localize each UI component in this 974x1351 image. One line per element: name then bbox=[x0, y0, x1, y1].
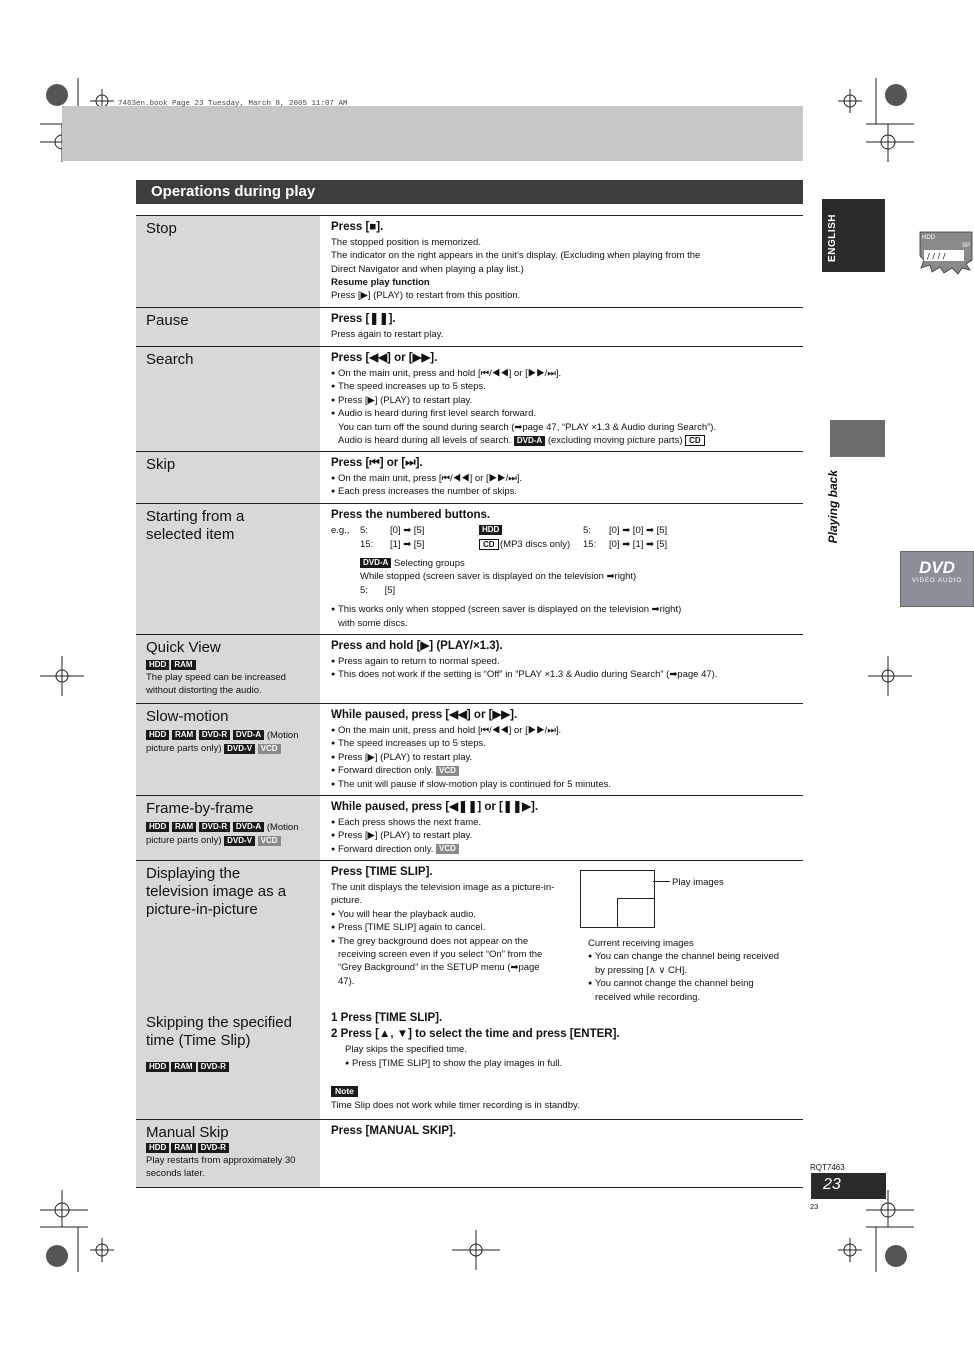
bullet: ● The unit will pause if slow-motion play is continued for 5 minutes. bbox=[331, 778, 795, 791]
disc-badge: RAM bbox=[172, 822, 196, 832]
example-key: 5: bbox=[583, 525, 591, 536]
bullet-with-badge bbox=[331, 843, 795, 856]
row-title: Starting from a selected item bbox=[146, 508, 245, 543]
disc-badges bbox=[146, 821, 314, 848]
dvda-example bbox=[331, 584, 795, 597]
disc-badge: DVD-V bbox=[224, 744, 255, 754]
row-text: The indicator on the right appears in the unit’s display. (Excluding when playing from the Direct Navigator and when playing a play list.) bbox=[331, 250, 701, 275]
row-time-slip bbox=[136, 861, 803, 1120]
row-skip bbox=[136, 452, 803, 504]
display-sp-text: SP bbox=[962, 243, 971, 249]
bullet: ● Press [TIME SLIP] to show the play images in full. bbox=[345, 1057, 795, 1070]
pip-pointer bbox=[653, 881, 670, 882]
disc-badges bbox=[146, 1143, 314, 1153]
row-heading: While paused, press [◀❚❚] or [❚❚▶]. bbox=[331, 801, 539, 813]
row-heading: Press and hold [▶] (PLAY/×1.3). bbox=[331, 640, 503, 652]
row-heading: Press [TIME SLIP]. bbox=[331, 866, 433, 878]
section-title: Operations during play bbox=[151, 183, 316, 200]
disc-badge: DVD-V bbox=[224, 836, 255, 846]
row-text: Press [▶] (PLAY) to restart from this position. bbox=[331, 290, 521, 302]
disc-badges bbox=[146, 729, 314, 756]
disc-badge: DVD-A bbox=[233, 730, 264, 740]
disc-badge: VCD bbox=[436, 766, 459, 776]
example-value: [0] ➡ [1] ➡ [5] bbox=[609, 539, 668, 550]
svg-text:/ / / /: / / / / bbox=[927, 252, 946, 261]
row-heading: Press [◀◀] or [▶▶]. bbox=[331, 352, 438, 364]
page-number-small: 23 bbox=[810, 1202, 819, 1211]
bullet: ● You cannot change the channel being received while recording. bbox=[588, 977, 788, 1004]
row-pause bbox=[136, 308, 803, 347]
row-description: Play restarts from approximately 30 seconds later. bbox=[146, 1155, 296, 1180]
disc-badges bbox=[146, 1062, 314, 1072]
disc-badge: VCD bbox=[258, 744, 281, 754]
bullet: ● Each press shows the next frame. bbox=[331, 816, 795, 829]
row-title: Displaying the television image as a picture-in-picture bbox=[146, 865, 287, 918]
row-quick-view bbox=[136, 635, 803, 704]
bullet: ● Press [▶] (PLAY) to restart play. bbox=[331, 751, 795, 764]
bullet: ● On the main unit, press and hold [⏮/◀◀] or [▶▶/⏭]. bbox=[331, 367, 795, 380]
example-value: [5] bbox=[384, 584, 396, 596]
row-text: The stopped position is memorized. bbox=[331, 237, 481, 248]
row-title: Stop bbox=[146, 220, 177, 237]
badge-note: (Motion picture parts only) bbox=[146, 822, 299, 847]
language-tab bbox=[822, 199, 885, 272]
row-slow-motion bbox=[136, 704, 803, 796]
step-text: Play skips the specified time. bbox=[345, 1044, 467, 1056]
indent-text: (excluding moving picture parts) bbox=[547, 435, 683, 447]
number-examples bbox=[331, 524, 795, 552]
disc-badge: DVD-R bbox=[198, 1062, 229, 1072]
dvda-text: Selecting groups bbox=[393, 558, 465, 569]
disc-badge: HDD bbox=[479, 525, 502, 535]
note-text: Time Slip does not work while timer recording is in standby. bbox=[331, 1100, 580, 1112]
disc-badge: CD bbox=[685, 435, 705, 446]
disc-badge: DVD-R bbox=[198, 1143, 229, 1153]
disc-badge: DVD-A bbox=[360, 558, 391, 568]
bullet: Forward direction only. bbox=[338, 765, 434, 777]
row-title: Skip bbox=[146, 456, 176, 473]
unit-display-illustration bbox=[918, 230, 974, 274]
bullet: ● You can change the channel being received by pressing [∧ ∨ CH]. bbox=[588, 950, 788, 977]
bullet: Forward direction only. bbox=[338, 843, 434, 855]
bullet: ● On the main unit, press [⏮/◀◀] or [▶▶/⏭]. bbox=[331, 472, 795, 485]
row-subheading: Resume play function bbox=[331, 277, 430, 289]
example-value: [1] ➡ [5] bbox=[390, 539, 425, 550]
row-title: Quick View bbox=[146, 639, 221, 656]
page-number-box bbox=[811, 1173, 886, 1199]
cd-note: (MP3 discs only) bbox=[500, 539, 571, 550]
row-heading: Press [❚❚]. bbox=[331, 313, 396, 325]
step-1: 1 Press [TIME SLIP]. bbox=[331, 1012, 443, 1025]
row-title: Skipping the specified time (Time Slip) bbox=[146, 1014, 292, 1049]
disc-badge: HDD bbox=[146, 822, 169, 832]
example-key: 15: bbox=[583, 539, 597, 550]
indent-line bbox=[331, 434, 795, 447]
bullet: ● You will hear the playback audio. bbox=[331, 908, 581, 921]
note-label: Note bbox=[331, 1086, 358, 1097]
indent-text: Audio is heard during all levels of search. bbox=[338, 435, 512, 447]
dvd-logo-sub: VIDEO AUDIO bbox=[911, 578, 962, 584]
disc-badge: RAM bbox=[171, 1143, 195, 1153]
row-title: Search bbox=[146, 351, 194, 368]
disc-badge: HDD bbox=[146, 1062, 169, 1072]
bullet: ● On the main unit, press and hold [⏮/◀◀] or [▶▶/⏭]. bbox=[331, 724, 795, 737]
pip-inset bbox=[617, 898, 655, 928]
model-code: RQT7463 bbox=[810, 1163, 845, 1172]
pip-diagram bbox=[580, 870, 655, 928]
pip-current-label: Current receiving images bbox=[588, 938, 694, 949]
example-key: 15: bbox=[360, 539, 374, 550]
dvda-line bbox=[331, 557, 795, 570]
badge-note: (Motion picture parts only) bbox=[146, 730, 299, 755]
example-value: [0] ➡ [5] bbox=[390, 525, 425, 536]
disc-badge: HDD bbox=[146, 730, 169, 740]
bullet: ● Each press increases the number of skips. bbox=[331, 485, 795, 498]
chapter-label: Playing back bbox=[826, 470, 840, 544]
disc-badges bbox=[146, 660, 314, 670]
row-heading: Press [■]. bbox=[331, 221, 384, 233]
disc-badge: HDD bbox=[146, 1143, 169, 1153]
bullet: ● Press [TIME SLIP] again to cancel. bbox=[331, 921, 581, 934]
chapter-tab bbox=[830, 420, 885, 457]
indent-text: You can turn off the sound during search (➡page 47, “PLAY ×1.3 & Audio during Search”). bbox=[338, 421, 717, 433]
page-number: 23 bbox=[823, 1176, 841, 1193]
row-heading: While paused, press [◀◀] or [▶▶]. bbox=[331, 709, 518, 721]
row-search bbox=[136, 347, 803, 452]
disc-badge: RAM bbox=[171, 660, 195, 670]
dvd-logo-image bbox=[900, 551, 974, 607]
bullet-with-badge bbox=[331, 764, 795, 777]
step-2: 2 Press [▲, ▼] to select the time and press [ENTER]. bbox=[331, 1028, 620, 1041]
row-heading: Press [MANUAL SKIP]. bbox=[331, 1125, 457, 1137]
row-title: Slow-motion bbox=[146, 708, 229, 725]
disc-badge: DVD-R bbox=[199, 730, 230, 740]
disc-badge: CD bbox=[479, 539, 499, 550]
disc-badge: RAM bbox=[171, 1062, 195, 1072]
example-key: 5: bbox=[360, 584, 368, 596]
disc-badge: RAM bbox=[172, 730, 196, 740]
dvda-desc: While stopped (screen saver is displayed on the television ➡right) bbox=[360, 571, 637, 583]
bullet: ● This does not work if the setting is “Off” in “PLAY ×1.3 & Audio during Search” (➡page 47). bbox=[331, 668, 795, 681]
bullet: ● Press [▶] (PLAY) to restart play. bbox=[331, 394, 795, 407]
row-text: Press again to restart play. bbox=[331, 329, 444, 340]
row-frame-by-frame bbox=[136, 796, 803, 861]
bullet: ● Press [▶] (PLAY) to restart play. bbox=[331, 829, 795, 842]
eg-label: e.g., bbox=[331, 525, 350, 536]
row-title: Pause bbox=[146, 312, 189, 329]
bullet: ● Press again to return to normal speed. bbox=[331, 655, 795, 668]
example-value: [0] ➡ [0] ➡ [5] bbox=[609, 525, 668, 536]
bullet: ● The speed increases up to 5 steps. bbox=[331, 737, 795, 750]
header-band bbox=[62, 106, 803, 161]
disc-badge: DVD-A bbox=[233, 822, 264, 832]
disc-badge: VCD bbox=[436, 844, 459, 854]
row-description: The play speed can be increased without distorting the audio. bbox=[146, 672, 286, 697]
dvd-logo-text: DVD bbox=[919, 558, 955, 577]
disc-badge: DVD-R bbox=[199, 822, 230, 832]
section-title-bar bbox=[136, 180, 803, 204]
row-heading: Press [⏮] or [⏭]. bbox=[331, 457, 423, 469]
row-title: Frame-by-frame bbox=[146, 800, 254, 817]
disc-badge: HDD bbox=[146, 660, 169, 670]
bullet: ● The grey background does not appear on the receiving screen even if you select “On” from the “Grey Background” in the SETUP menu (➡page 47). bbox=[331, 935, 553, 989]
print-header: 7463en.book Page 23 Tuesday, March 8, 2005 11:07 AM bbox=[118, 100, 348, 108]
display-hdd-text: HDD bbox=[922, 235, 935, 241]
row-heading: Press the numbered buttons. bbox=[331, 509, 491, 521]
bullet: ● This works only when stopped (screen saver is displayed on the television ➡right) with some discs. bbox=[331, 603, 691, 630]
row-manual-skip bbox=[136, 1120, 803, 1188]
disc-badge: VCD bbox=[258, 836, 281, 846]
language-label: ENGLISH bbox=[827, 214, 838, 262]
bullet: ● Audio is heard during first level search forward. bbox=[331, 407, 795, 420]
example-key: 5: bbox=[360, 525, 368, 536]
disc-badge: DVD-A bbox=[514, 436, 545, 446]
bullet: ● The speed increases up to 5 steps. bbox=[331, 380, 795, 393]
row-text: The unit displays the television image as a picture-in-picture. bbox=[331, 882, 555, 907]
row-title: Manual Skip bbox=[146, 1124, 229, 1141]
pip-play-images-label: Play images bbox=[672, 877, 724, 888]
